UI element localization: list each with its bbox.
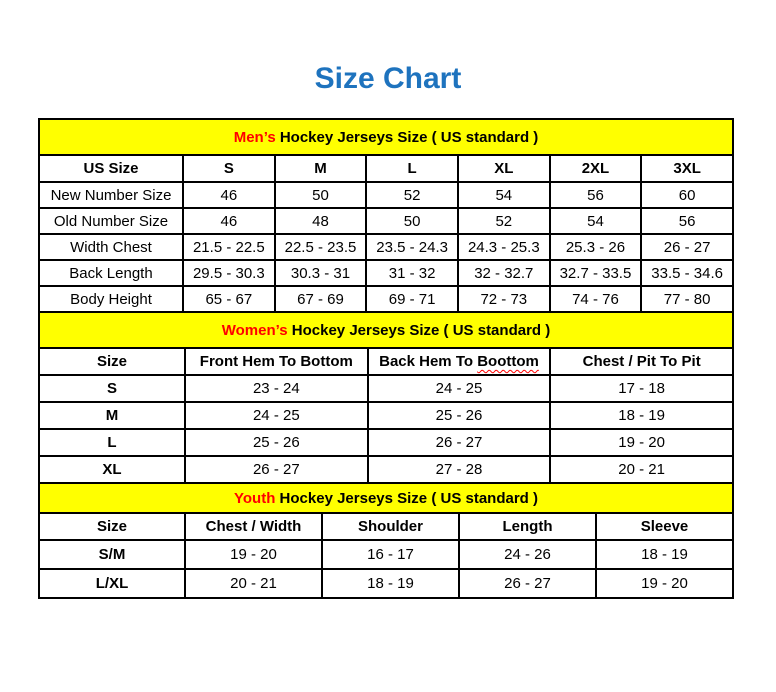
youth-section-text: Hockey Jerseys Size ( US standard )	[279, 489, 538, 507]
size-value-cell: 67 - 69	[275, 286, 367, 312]
size-value-cell: 29.5 - 30.3	[183, 260, 275, 286]
row-label: L	[39, 429, 185, 456]
table-row	[39, 429, 733, 456]
row-label: S	[39, 375, 185, 402]
size-value-cell: 19 - 20	[596, 569, 733, 598]
size-value-cell: 18 - 19	[596, 540, 733, 569]
table-row	[39, 234, 733, 260]
size-value-cell: 23 - 24	[185, 375, 368, 402]
row-label: New Number Size	[39, 182, 183, 208]
size-value-cell: 21.5 - 22.5	[183, 234, 275, 260]
women-section-accent: Women’s	[221, 321, 288, 339]
size-value-cell: 25 - 26	[185, 429, 368, 456]
column-header: Length	[459, 513, 596, 540]
women-section-header	[39, 312, 733, 348]
size-value-cell: 24 - 26	[459, 540, 596, 569]
row-label: XL	[39, 456, 185, 483]
column-header: Chest / Width	[185, 513, 322, 540]
column-header: Size	[39, 513, 185, 540]
size-value-cell: 50	[275, 182, 367, 208]
size-value-cell: 30.3 - 31	[275, 260, 367, 286]
column-header: Front Hem To Bottom	[185, 348, 368, 375]
row-label: L/XL	[39, 569, 185, 598]
size-value-cell: 23.5 - 24.3	[366, 234, 458, 260]
size-value-cell: 65 - 67	[183, 286, 275, 312]
size-value-cell: 18 - 19	[322, 569, 459, 598]
size-value-cell: 54	[458, 182, 550, 208]
table-row	[39, 208, 733, 234]
column-header: US Size	[39, 155, 183, 182]
size-value-cell: 26 - 27	[368, 429, 551, 456]
women-section-text: Hockey Jerseys Size ( US standard )	[291, 321, 551, 339]
men-column-header-row	[39, 155, 733, 182]
size-value-cell: 48	[275, 208, 367, 234]
size-value-cell: 52	[366, 182, 458, 208]
column-header: L	[366, 155, 458, 182]
column-header: Sleeve	[596, 513, 733, 540]
table-row	[39, 286, 733, 312]
table-row	[39, 375, 733, 402]
column-header: 3XL	[641, 155, 733, 182]
misspelled-word: Boottom	[477, 353, 539, 370]
youth-section-accent: Youth	[234, 489, 276, 507]
size-value-cell: 69 - 71	[366, 286, 458, 312]
women-section-title	[39, 312, 733, 348]
size-value-cell: 26 - 27	[185, 456, 368, 483]
size-value-cell: 56	[641, 208, 733, 234]
row-label: Width Chest	[39, 234, 183, 260]
size-value-cell: 46	[183, 208, 275, 234]
size-value-cell: 24 - 25	[368, 375, 551, 402]
row-label: Body Height	[39, 286, 183, 312]
men-section-header	[39, 119, 733, 155]
youth-column-header-row	[39, 513, 733, 540]
size-value-cell: 46	[183, 182, 275, 208]
size-value-cell: 31 - 32	[366, 260, 458, 286]
column-header-text: Back Hem To	[379, 353, 474, 370]
size-value-cell: 22.5 - 23.5	[275, 234, 367, 260]
page-title: Size Chart	[314, 62, 462, 95]
table-row	[39, 182, 733, 208]
size-value-cell: 19 - 20	[185, 540, 322, 569]
size-value-cell: 33.5 - 34.6	[641, 260, 733, 286]
column-header: S	[183, 155, 275, 182]
women-size-table	[38, 311, 734, 484]
size-value-cell: 24.3 - 25.3	[458, 234, 550, 260]
size-value-cell: 24 - 25	[185, 402, 368, 429]
men-section-text: Hockey Jerseys Size ( US standard )	[279, 128, 539, 146]
size-value-cell: 60	[641, 182, 733, 208]
row-label: S/M	[39, 540, 185, 569]
row-label: Old Number Size	[39, 208, 183, 234]
table-row	[39, 402, 733, 429]
size-value-cell: 50	[366, 208, 458, 234]
size-value-cell: 25.3 - 26	[550, 234, 642, 260]
size-value-cell: 27 - 28	[368, 456, 551, 483]
size-value-cell: 54	[550, 208, 642, 234]
size-value-cell: 32 - 32.7	[458, 260, 550, 286]
size-value-cell: 32.7 - 33.5	[550, 260, 642, 286]
column-header: Chest / Pit To Pit	[550, 348, 733, 375]
men-section-title	[39, 119, 733, 155]
youth-size-table	[38, 482, 734, 599]
size-value-cell: 56	[550, 182, 642, 208]
column-header: XL	[458, 155, 550, 182]
size-chart	[38, 118, 734, 599]
size-value-cell: 26 - 27	[641, 234, 733, 260]
size-value-cell: 52	[458, 208, 550, 234]
column-header: M	[275, 155, 367, 182]
size-value-cell: 20 - 21	[550, 456, 733, 483]
column-header	[368, 348, 551, 375]
youth-section-title	[39, 483, 733, 513]
size-value-cell: 17 - 18	[550, 375, 733, 402]
size-value-cell: 25 - 26	[368, 402, 551, 429]
men-size-table	[38, 118, 734, 313]
women-column-header-row	[39, 348, 733, 375]
table-row	[39, 569, 733, 598]
size-value-cell: 18 - 19	[550, 402, 733, 429]
size-value-cell: 16 - 17	[322, 540, 459, 569]
column-header: 2XL	[550, 155, 642, 182]
size-value-cell: 26 - 27	[459, 569, 596, 598]
column-header: Shoulder	[322, 513, 459, 540]
column-header: Size	[39, 348, 185, 375]
row-label: Back Length	[39, 260, 183, 286]
table-row	[39, 540, 733, 569]
size-value-cell: 19 - 20	[550, 429, 733, 456]
row-label: M	[39, 402, 185, 429]
size-value-cell: 72 - 73	[458, 286, 550, 312]
size-value-cell: 20 - 21	[185, 569, 322, 598]
table-row	[39, 260, 733, 286]
youth-section-header	[39, 483, 733, 513]
men-section-accent: Men’s	[233, 128, 276, 146]
table-row	[39, 456, 733, 483]
size-value-cell: 74 - 76	[550, 286, 642, 312]
size-value-cell: 77 - 80	[641, 286, 733, 312]
